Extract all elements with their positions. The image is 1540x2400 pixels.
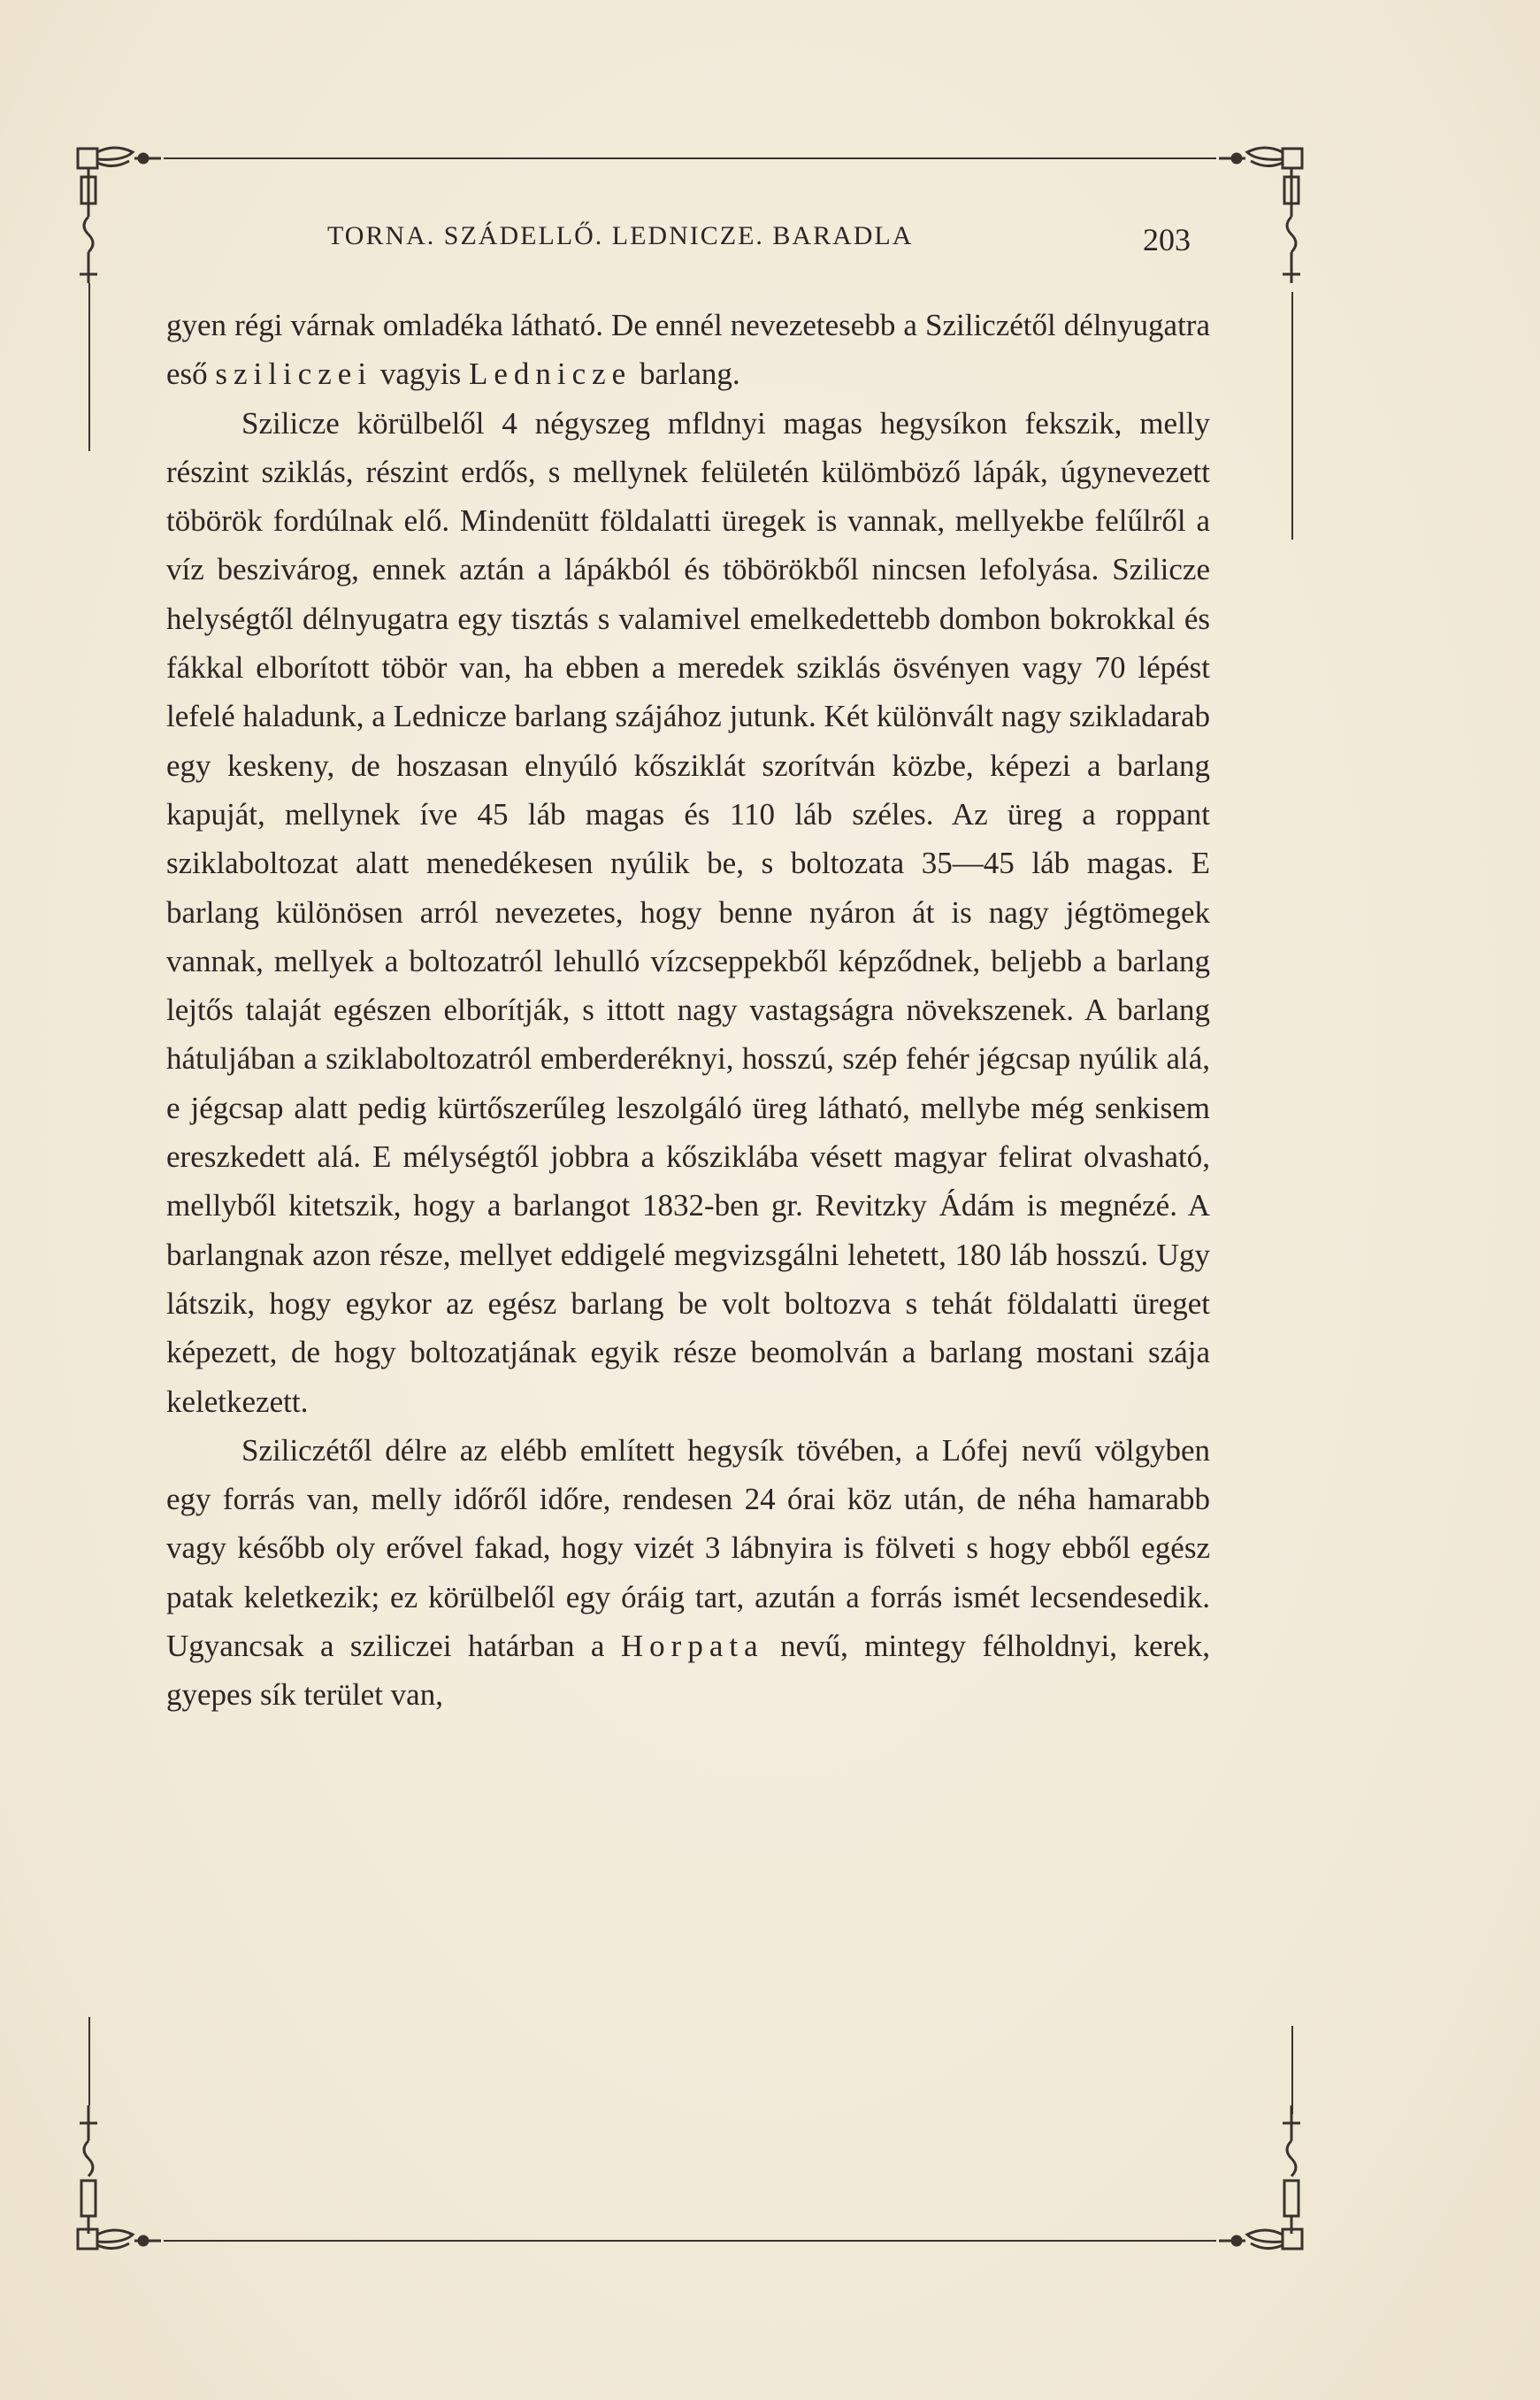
text-segment: barlang. <box>632 357 740 392</box>
page-number: 203 <box>1143 222 1191 257</box>
spaced-term: Horpata <box>620 1629 764 1664</box>
spaced-term: sziliczei <box>215 357 373 392</box>
left-frame-line <box>88 283 90 451</box>
bottom-border-ornament <box>71 2097 1309 2273</box>
paragraph <box>166 399 1210 1426</box>
spaced-term: Lednicze <box>468 357 632 392</box>
text-segment: vagyis <box>372 357 469 392</box>
text-segment: Szilicze körülbelől 4 négyszeg mfldnyi magas hegysíkon fekszik, melly részint sziklás, részint erdős, s mellynek felületén külömböző lápák, úgynevezett töbörök fordúlnak elő. Mindenütt földalatti üregek is vannak, mellyekbe felűlről a víz beszivárog, ennek aztán a lápákból és töbörökből nincsen lefolyása. Szilicze helységtől délnyugatra egy tisztás s valamivel emelkedettebb dombon bokrokkal és fákkal elborított töbör van, ha ebben a meredek sziklás ösvényen vagy 70 lépést lefelé haladunk, a Lednicze barlang szájához jutunk. Két különvált nagy szikladarab egy keskeny, de hoszasan elnyúló kősziklát szorítván közbe, képezi a barlang kapuját, mellynek íve 45 láb magas és 110 láb széles. Az üreg a roppant sziklaboltozat alatt menedékesen nyúlik be, s boltozata 35—45 láb magas. E barlang különösen arról nevezetes, hogy benne nyáron át is nagy jégtömegek vannak, mellyek a boltozatról lehulló vízcseppekből képződnek, beljebb a barlang lejtős talaját egészen elborítják, s ittott nagy vastagságra növekszenek. A barlang hátuljában a sziklaboltozatról emberderéknyi, hosszú, szép fehér jégcsap nyúlik alá, e jégcsap alatt pedig kürtőszerűleg leszolgáló üreg látható, mellybe még senkisem ereszkedett alá. E mélységtől jobbra a kősziklába vésett magyar felirat olvasható, mellyből kitetszik, hogy a barlangot 1832-ben gr. Revitzky Ádám is megnézé. A barlangnak azon része, mellyet eddigelé megvizsgálni lehetett, 180 láb hosszú. Ugy látszik, hogy egykor az egész barlang be volt boltozva s tehát földalatti üreget képezett, de hogy boltozatjának egyik része beomolván a barlang mostani szája keletkezett. <box>166 405 1210 1419</box>
text-segment: Sziliczétől délre az elébb említett hegysík tövében, a Lófej nevű völgyben egy forrás van, melly időről időre, rendesen 24 órai köz után, de néha hamarabb vagy később oly erővel fakad, hogy vizét 3 lábnyira is fölveti s hogy ebből egész patak keletkezik; ez körülbelől egy óráig tart, azután a forrás ismét lecsendesedik. Ugyancsak a sziliczei határban a <box>166 1432 1210 1664</box>
left-frame-line-lower <box>88 2017 90 2105</box>
running-title: TORNA. SZÁDELLŐ. LEDNICZE. BARADLA <box>327 221 914 250</box>
text-segment: gyen régi várnak omladéka látható. De ennél nevezetesebb a Sziliczétől délnyugatra eső <box>166 308 1210 392</box>
top-border-ornament <box>71 133 1309 292</box>
right-frame-line <box>1291 292 1293 540</box>
body-text <box>166 301 1210 1720</box>
paragraph <box>166 301 1210 399</box>
paragraph <box>166 1426 1210 1720</box>
text-segment: nevű, mintegy félholdnyi, kerek, gyepes sík terület van, <box>166 1629 1210 1713</box>
